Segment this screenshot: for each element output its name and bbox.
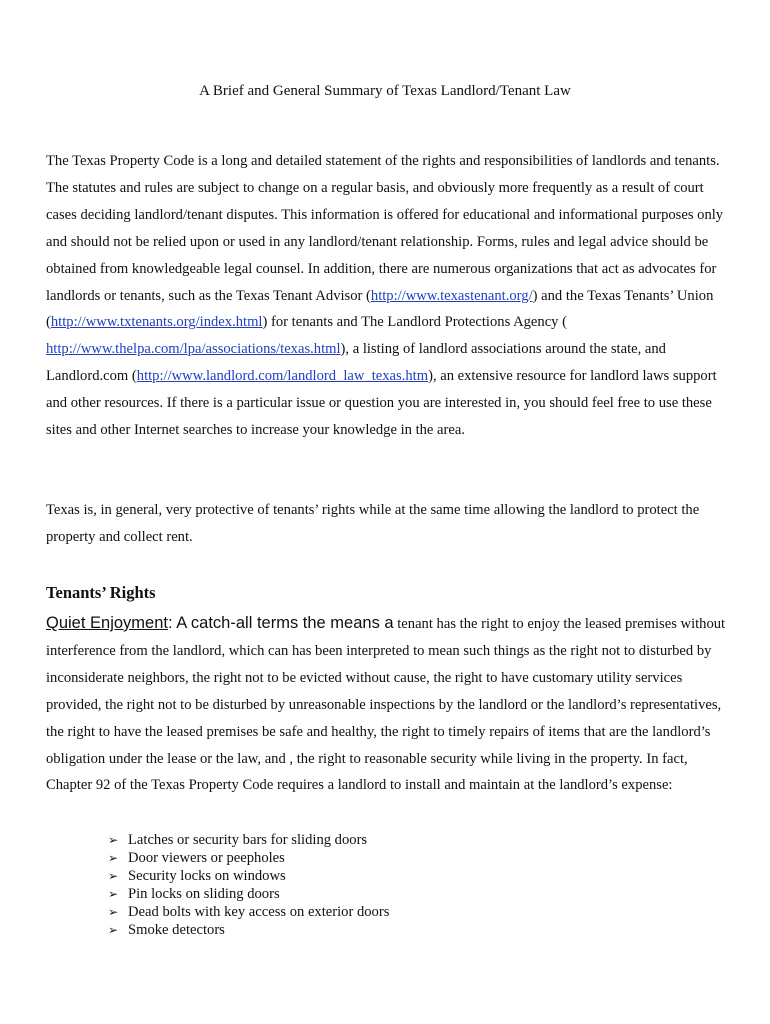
arrow-bullet-icon: ➢ [108, 833, 119, 847]
quiet-enjoyment-term: Quiet Enjoyment [46, 614, 168, 632]
list-item-text: Dead bolts with key access on exterior doors [128, 904, 390, 920]
quiet-enjoyment-lead: : A catch-all terms the means a [167, 614, 394, 632]
list-item [108, 903, 389, 921]
list-item-text: Security locks on windows [128, 868, 286, 884]
tenants-rights-heading: Tenants’ Rights [46, 583, 156, 602]
list-item-text: Pin locks on sliding doors [128, 886, 280, 902]
list-item-text: Latches or security bars for sliding doors [128, 832, 368, 848]
list-item-text: Door viewers or peepholes [128, 850, 285, 866]
link-landlord-com[interactable]: http://www.landlord.com/landlord_law_texas.htm [136, 368, 429, 385]
arrow-bullet-icon: ➢ [108, 851, 119, 865]
security-requirements-list [108, 831, 389, 939]
list-item [108, 849, 389, 867]
link-landlord-protections-agency[interactable]: http://www.thelpa.com/lpa/associations/texas.html [46, 341, 341, 358]
intro-text-3: ) for tenants and The Landlord Protections Agency ( [262, 314, 567, 331]
quiet-enjoyment-body: tenant has the right to enjoy the leased premises without interference from the landlord, which can has been interpreted to mean such things as the right not to disturbed by inconsiderate neighbors, the right not to be evicted without cause, the right to have customary utility services provided, the right not to be disturbed by unreasonable inspections by the landlord or the landlord’s representatives, the right to have the leased premises be safe and healthy, the right to timely repairs of items that are the landlord’s obligation under the lease or the law, and , the right to reasonable security while living in the property. In fact, Chapter 92 of the Texas Property Code requires a landlord to install and maintain at the landlord’s expense: [46, 616, 726, 794]
arrow-bullet-icon: ➢ [108, 869, 119, 883]
list-item-text: Smoke detectors [128, 922, 225, 938]
arrow-bullet-icon: ➢ [108, 923, 119, 937]
list-item [108, 831, 389, 849]
list-item [108, 867, 389, 885]
intro-text-5: ), an extensive resource for landlord laws support and other resources. If there is a particular issue or question you are interested in, you should feel free to use these sites and other Internet searches to increase your knowledge in the area. [46, 368, 717, 439]
arrow-bullet-icon: ➢ [108, 887, 119, 901]
list-item [108, 885, 389, 903]
document-title: A Brief and General Summary of Texas Landlord/Tenant Law [199, 83, 571, 99]
arrow-bullet-icon: ➢ [108, 905, 119, 919]
intro-paragraph [46, 148, 736, 444]
intro-text-4: ), a listing of landlord associations around the state, and Landlord.com ( [46, 341, 666, 385]
link-texas-tenants-union[interactable]: http://www.txtenants.org/index.html [50, 314, 263, 331]
intro-text-2: ) and the Texas Tenants’ Union ( [46, 287, 714, 331]
list-item [108, 921, 389, 939]
quiet-enjoyment-paragraph [46, 610, 736, 799]
intro-text-1: The Texas Property Code is a long and detailed statement of the rights and responsibilities of landlords and tenants. The statutes and rules are subject to change on a regular basis, and obviously more frequently as a result of court cases deciding landlord/tenant disputes. This information is offered for educational and informational purposes only and should not be relied upon or used in any landlord/tenant relationship. Forms, rules and legal advice should be obtained from knowledgeable legal counsel. In addition, there are numerous organizations that act as advocates for landlords or tenants, such as the Texas Tenant Advisor ( [46, 153, 724, 304]
protective-paragraph: Texas is, in general, very protective of tenants’ rights while at the same time allowing the landlord to protect the property and collect rent. [46, 502, 700, 545]
link-texas-tenant-advisor[interactable]: http://www.texastenant.org/ [370, 287, 533, 304]
